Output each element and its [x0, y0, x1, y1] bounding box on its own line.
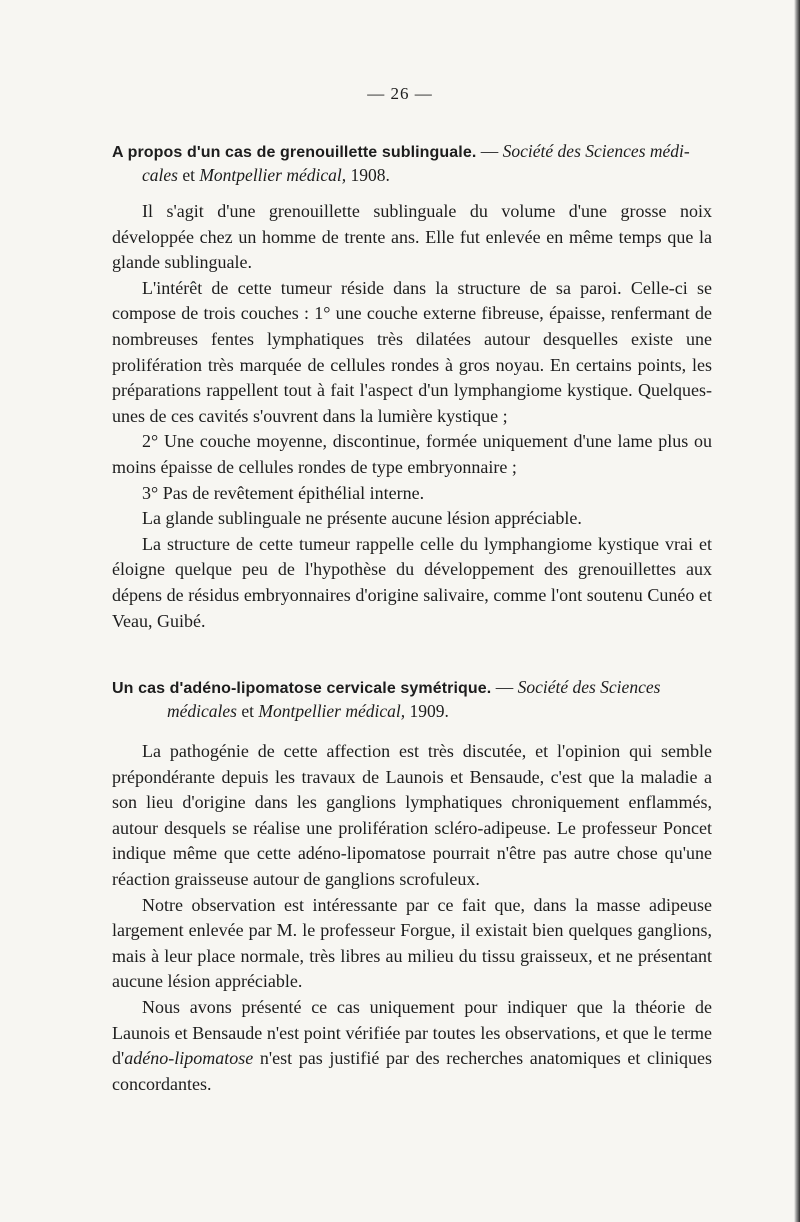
- source-journal: Société des Sciences médi-: [502, 141, 690, 161]
- source-year: 1909.: [405, 701, 449, 721]
- paragraph: La structure de cette tumeur rappelle celle du lymphangiome kystique vrai et éloigne quelque peu de l'hypothèse du développement des grenouillettes aux dépens de résidus embryonnaires d'origine salivaire, comme l'ont soutenu Cunéo et Veau, Guibé.: [112, 533, 712, 631]
- section-body: [112, 739, 712, 1097]
- paragraph-last: [112, 995, 712, 1097]
- paragraph: Il s'agit d'une grenouillette sublinguale du volume d'une grosse noix développée chez un homme de trente ans. Elle fut enlevée en même temps que la glande sublinguale.: [112, 201, 712, 273]
- section-heading: [112, 140, 712, 187]
- section-body: [112, 199, 712, 634]
- section-heading: [112, 676, 712, 723]
- source-conjunction: et: [177, 165, 200, 185]
- heading-dash: —: [491, 677, 518, 697]
- heading-dash: —: [476, 141, 503, 161]
- heading-continuation: [112, 164, 712, 187]
- source-journal-cont: médicales: [167, 701, 237, 721]
- paragraph: La glande sublinguale ne présente aucune lésion appréciable.: [142, 508, 582, 529]
- source-journal: Société des Sciences: [517, 677, 661, 697]
- section-title: Un cas d'adéno-lipomatose cervicale symétrique.: [112, 680, 492, 697]
- section-grenouillette: [112, 140, 712, 634]
- source-year: 1908.: [346, 165, 390, 185]
- paragraph-text: n'est pas justifié par des recherches anatomiques et cliniques concordantes.: [112, 1048, 712, 1094]
- page-edge-shadow: [794, 0, 800, 1222]
- section-adeno-lipomatose: [112, 676, 712, 1097]
- paragraph: La pathogénie de cette affection est très discutée, et l'opinion qui semble prépondérante depuis les travaux de Launois et Bensaude, c'est que la maladie a son lieu d'origine dans les ganglions lymphatiques chroniquement enflammés, autour desquels se réalise une prolifération scléro-adipeuse. Le professeur Poncet indique même que cette adéno-lipomatose pourrait n'être pas autre chose qu'une réaction graisseuse autour de ganglions scrofuleux.: [112, 741, 712, 889]
- paragraph: L'intérêt de cette tumeur réside dans la structure de sa paroi. Celle-ci se compose de trois couches : 1° une couche externe fibreuse, épaisse, renfermant de nombreuses fentes lymphatiques très dilatées autour desquelles existe une prolifération très marquée de cellules rondes à gros noyau. En certains points, les préparations rappellent tout à fait l'aspect d'un lymphangiome kystique. Quelques-unes de ces cavités s'ouvrent dans la lumière kystique ;: [112, 277, 712, 426]
- source-conjunction: et: [236, 701, 259, 721]
- paragraph: 3° Pas de revêtement épithélial interne.: [142, 482, 425, 503]
- source-journal-cont: cales: [142, 165, 178, 185]
- source-journal-2: Montpellier médical,: [258, 701, 406, 721]
- paragraph: 2° Une couche moyenne, discontinue, formée uniquement d'une lame plus ou moins épaisse de cellules rondes de type embryonnaire ;: [112, 431, 712, 477]
- page-number: — 26 —: [367, 84, 433, 103]
- heading-continuation: [112, 700, 712, 723]
- italic-term: adéno-lipomatose: [124, 1048, 254, 1069]
- paragraph: Notre observation est intéressante par ce fait que, dans la masse adipeuse largement enlevée par M. le professeur Forgue, il existait bien quelques ganglions, mais à leur place normale, très libres au milieu du tissu graisseux, et ne présentant aucune lésion appréciable.: [112, 894, 712, 992]
- section-title: A propos d'un cas de grenouillette sublinguale.: [112, 144, 477, 161]
- paragraph-text: Nous avons présenté ce cas uniquement pour indiquer que la théorie de Launois et Bensaude n'est point vérifiée par toutes les observations, et que le terme d': [112, 996, 712, 1069]
- source-journal-2: Montpellier médical,: [199, 165, 347, 185]
